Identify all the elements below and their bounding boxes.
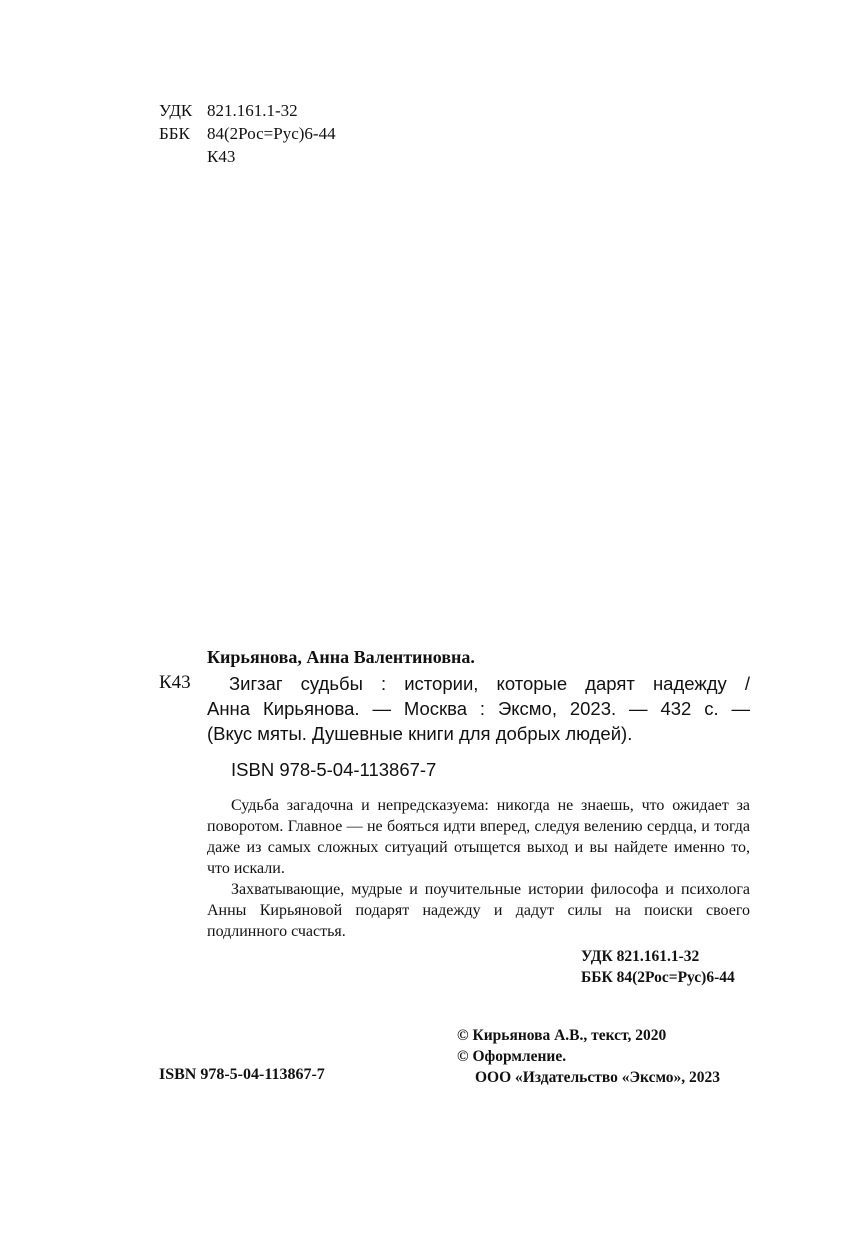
record-line-3: (Вкус мяты. Душевные книги для добрых людей). bbox=[207, 723, 633, 744]
annotation-paragraph-1: Судьба загадочна и непредсказуема: никогда не знаешь, что ожидает за поворотом. Главное — не бояться идти вперед, следуя велению сердца, и тогда даже из самых сложных ситуаций отыщется выход и вы найдете именно то, что искали. bbox=[207, 797, 750, 877]
udk-code: 821.161.1-32 bbox=[207, 101, 298, 120]
author-mark-top: К43 bbox=[207, 147, 236, 166]
udk-line bbox=[159, 99, 298, 122]
classification-bottom bbox=[581, 946, 735, 988]
isbn-bottom: ISBN 978-5-04-113867-7 bbox=[159, 1066, 325, 1083]
copyright-design-line: © Оформление. bbox=[457, 1048, 567, 1065]
bbk-bottom: ББК 84(2Рос=Рус)6-44 bbox=[581, 969, 735, 986]
author-heading: Кирьянова, Анна Валентиновна. bbox=[207, 647, 475, 667]
isbn-record: ISBN 978-5-04-113867-7 bbox=[231, 759, 437, 780]
udk-label: УДК bbox=[159, 101, 193, 120]
copyright-block bbox=[457, 1025, 720, 1088]
copyright-text-line: © Кирьянова А.В., текст, 2020 bbox=[457, 1027, 667, 1044]
copyright-publisher-line: ООО «Издательство «Эксмо», 2023 bbox=[475, 1069, 721, 1086]
bbk-line bbox=[159, 122, 336, 145]
udk-bottom: УДК 821.161.1-32 bbox=[581, 948, 700, 965]
author-mark: К43 bbox=[159, 672, 191, 693]
bibliographic-record bbox=[207, 671, 750, 746]
bbk-code: 84(2Рос=Рус)6-44 bbox=[207, 124, 336, 143]
annotation-paragraph-2: Захватывающие, мудрые и поучительные истории философа и психолога Анны Кирьяновой подарят надежду и дадут силы на поиски своего подлинного счастья. bbox=[207, 881, 750, 940]
record-line-1: Зигзаг судьбы : истории, которые дарят надежду / bbox=[229, 673, 750, 694]
bbk-label: ББК bbox=[159, 124, 190, 143]
record-line-2: Анна Кирьянова. — Москва : Эксмо, 2023. — 432 с. — bbox=[207, 698, 750, 719]
annotation bbox=[207, 795, 750, 942]
